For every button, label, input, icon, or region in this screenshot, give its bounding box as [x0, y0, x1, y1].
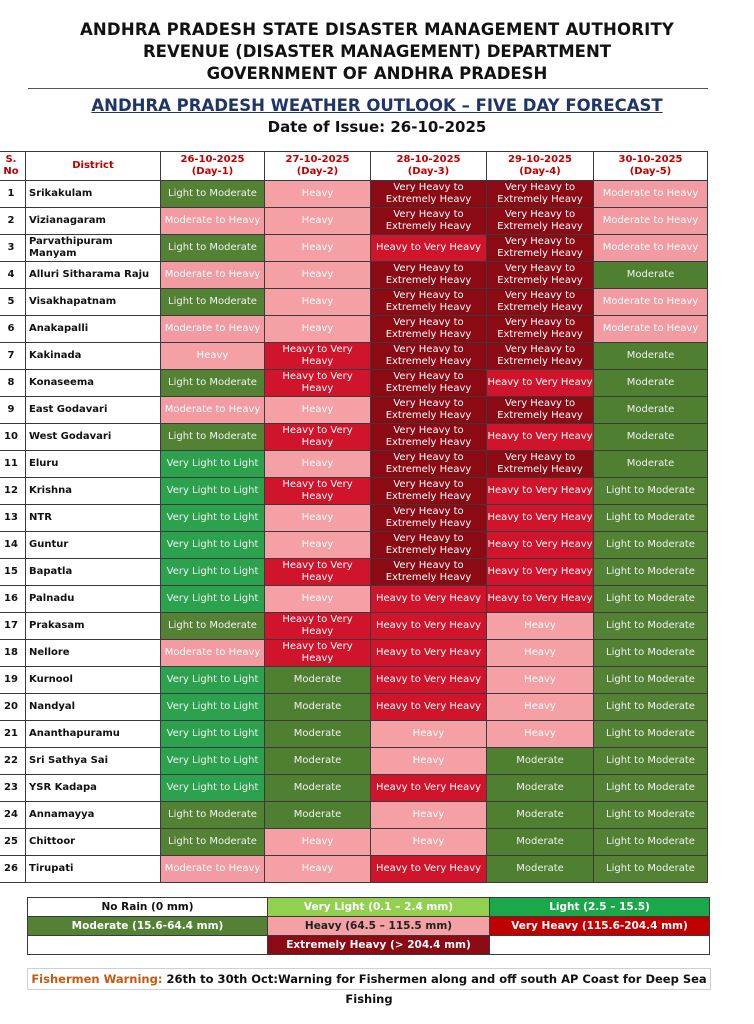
forecast-cell: Very Heavy to Extremely Heavy: [371, 505, 487, 532]
forecast-cell: Heavy: [265, 586, 371, 613]
row-number: 23: [0, 775, 26, 802]
forecast-cell: Light to Moderate: [594, 829, 708, 856]
row-number: 13: [0, 505, 26, 532]
forecast-cell: Moderate: [265, 748, 371, 775]
table-row: [0, 262, 708, 289]
forecast-cell: Very Heavy to Extremely Heavy: [487, 208, 594, 235]
row-number: 18: [0, 640, 26, 667]
forecast-cell: Moderate: [265, 694, 371, 721]
forecast-cell: Very Heavy to Extremely Heavy: [371, 397, 487, 424]
forecast-cell: Very Heavy to Extremely Heavy: [371, 370, 487, 397]
forecast-cell: Very Heavy to Extremely Heavy: [371, 289, 487, 316]
row-number: 24: [0, 802, 26, 829]
rainfall-legend: [27, 897, 710, 955]
row-number: 16: [0, 586, 26, 613]
forecast-cell: Moderate: [594, 451, 708, 478]
forecast-cell: Moderate: [487, 748, 594, 775]
district-name: Eluru: [26, 451, 161, 478]
row-number: 25: [0, 829, 26, 856]
sno-header: S. No: [0, 152, 26, 181]
forecast-cell: Heavy to Very Heavy: [265, 478, 371, 505]
district-name: Prakasam: [26, 613, 161, 640]
forecast-cell: Light to Moderate: [594, 694, 708, 721]
legend-heavy: Heavy (64.5 – 115.5 mm): [268, 917, 490, 936]
forecast-cell: Heavy to Very Heavy: [487, 505, 594, 532]
district-name: Parvathipuram Manyam: [26, 235, 161, 262]
forecast-cell: Heavy to Very Heavy: [265, 424, 371, 451]
table-row: [0, 559, 708, 586]
forecast-cell: Moderate: [594, 424, 708, 451]
forecast-cell: Moderate: [594, 397, 708, 424]
forecast-cell: Moderate: [594, 343, 708, 370]
forecast-cell: Very Heavy to Extremely Heavy: [487, 289, 594, 316]
forecast-cell: Moderate: [487, 829, 594, 856]
forecast-cell: Moderate: [487, 856, 594, 883]
row-number: 4: [0, 262, 26, 289]
row-number: 6: [0, 316, 26, 343]
district-name: Konaseema: [26, 370, 161, 397]
forecast-cell: Very Light to Light: [161, 748, 265, 775]
legend-moderate: Moderate (15.6-64.4 mm): [28, 917, 268, 936]
legend-blank: [28, 936, 268, 955]
fishermen-warning: [27, 968, 711, 1006]
forecast-cell: Very Light to Light: [161, 667, 265, 694]
forecast-table: [0, 151, 708, 883]
district-name: Bapatla: [26, 559, 161, 586]
table-row: [0, 316, 708, 343]
forecast-cell: Very Light to Light: [161, 505, 265, 532]
forecast-cell: Heavy to Very Heavy: [487, 424, 594, 451]
legend-very-light: Very Light (0.1 – 2.4 mm): [268, 898, 490, 917]
forecast-cell: Very Heavy to Extremely Heavy: [487, 343, 594, 370]
district-name: Tirupati: [26, 856, 161, 883]
forecast-cell: Light to Moderate: [161, 829, 265, 856]
table-row: [0, 181, 708, 208]
forecast-cell: Moderate to Heavy: [161, 208, 265, 235]
table-row: [0, 424, 708, 451]
forecast-cell: Heavy to Very Heavy: [487, 370, 594, 397]
row-number: 7: [0, 343, 26, 370]
forecast-cell: Moderate: [487, 802, 594, 829]
table-row: [0, 694, 708, 721]
table-row: [0, 370, 708, 397]
table-row: [0, 721, 708, 748]
forecast-cell: Light to Moderate: [161, 424, 265, 451]
forecast-cell: Heavy: [265, 289, 371, 316]
forecast-cell: Very Light to Light: [161, 775, 265, 802]
district-name: Anakapalli: [26, 316, 161, 343]
district-name: Palnadu: [26, 586, 161, 613]
row-number: 19: [0, 667, 26, 694]
table-row: [0, 775, 708, 802]
table-row: [0, 289, 708, 316]
forecast-cell: Very Heavy to Extremely Heavy: [371, 532, 487, 559]
forecast-cell: Moderate to Heavy: [594, 181, 708, 208]
forecast-cell: Heavy to Very Heavy: [371, 667, 487, 694]
forecast-cell: Heavy to Very Heavy: [371, 235, 487, 262]
day-header: 29-10-2025 (Day-4): [487, 152, 594, 181]
district-name: Krishna: [26, 478, 161, 505]
forecast-cell: Light to Moderate: [594, 856, 708, 883]
forecast-cell: Heavy: [371, 748, 487, 775]
table-row: [0, 343, 708, 370]
district-name: Srikakulam: [26, 181, 161, 208]
forecast-cell: Heavy: [265, 262, 371, 289]
forecast-cell: Light to Moderate: [161, 802, 265, 829]
row-number: 26: [0, 856, 26, 883]
forecast-cell: Very Heavy to Extremely Heavy: [487, 451, 594, 478]
warning-text: 26th to 30th Oct:Warning for Fishermen along and off south AP Coast for Deep Sea Fishing: [166, 972, 707, 1006]
forecast-cell: Light to Moderate: [594, 667, 708, 694]
forecast-cell: Very Heavy to Extremely Heavy: [487, 397, 594, 424]
forecast-cell: Very Light to Light: [161, 532, 265, 559]
forecast-cell: Heavy to Very Heavy: [371, 613, 487, 640]
forecast-cell: Heavy: [371, 721, 487, 748]
table-row: [0, 586, 708, 613]
forecast-cell: Heavy to Very Heavy: [371, 775, 487, 802]
department-name: REVENUE (DISASTER MANAGEMENT) DEPARTMENT: [142, 42, 612, 61]
district-name: Vizianagaram: [26, 208, 161, 235]
district-name: Sri Sathya Sai: [26, 748, 161, 775]
forecast-cell: Moderate: [594, 262, 708, 289]
forecast-cell: Heavy: [265, 316, 371, 343]
forecast-cell: Moderate: [265, 721, 371, 748]
forecast-cell: Light to Moderate: [594, 640, 708, 667]
forecast-cell: Light to Moderate: [594, 721, 708, 748]
forecast-cell: Heavy to Very Heavy: [487, 586, 594, 613]
forecast-cell: Moderate: [265, 802, 371, 829]
forecast-cell: Heavy: [265, 829, 371, 856]
forecast-cell: Heavy to Very Heavy: [265, 613, 371, 640]
forecast-cell: Light to Moderate: [161, 370, 265, 397]
table-row: [0, 640, 708, 667]
forecast-cell: Moderate to Heavy: [594, 235, 708, 262]
district-header: District: [26, 152, 161, 181]
forecast-cell: Heavy to Very Heavy: [265, 640, 371, 667]
row-number: 3: [0, 235, 26, 262]
forecast-cell: Moderate: [265, 667, 371, 694]
forecast-cell: Heavy to Very Heavy: [487, 559, 594, 586]
forecast-cell: Very Heavy to Extremely Heavy: [371, 478, 487, 505]
forecast-cell: Heavy to Very Heavy: [487, 478, 594, 505]
forecast-cell: Heavy: [265, 181, 371, 208]
forecast-cell: Moderate to Heavy: [161, 856, 265, 883]
warning-label: Fishermen Warning:: [31, 972, 163, 986]
forecast-cell: Light to Moderate: [594, 559, 708, 586]
day-header: 30-10-2025 (Day-5): [594, 152, 708, 181]
forecast-cell: Very Light to Light: [161, 586, 265, 613]
forecast-cell: Moderate to Heavy: [161, 640, 265, 667]
table-row: [0, 235, 708, 262]
row-number: 2: [0, 208, 26, 235]
forecast-cell: Moderate to Heavy: [594, 208, 708, 235]
forecast-cell: Very Light to Light: [161, 721, 265, 748]
forecast-cell: Heavy: [161, 343, 265, 370]
district-name: East Godavari: [26, 397, 161, 424]
forecast-cell: Very Heavy to Extremely Heavy: [371, 559, 487, 586]
legend-extremely-heavy: Extremely Heavy (> 204.4 mm): [268, 936, 490, 955]
forecast-cell: Heavy: [265, 235, 371, 262]
district-name: Guntur: [26, 532, 161, 559]
forecast-cell: Heavy: [487, 640, 594, 667]
legend-light: Light (2.5 – 15.5): [490, 898, 710, 917]
forecast-cell: Heavy to Very Heavy: [371, 856, 487, 883]
district-name: West Godavari: [26, 424, 161, 451]
forecast-cell: Moderate to Heavy: [594, 316, 708, 343]
table-row: [0, 856, 708, 883]
district-name: NTR: [26, 505, 161, 532]
forecast-cell: Very Light to Light: [161, 694, 265, 721]
forecast-cell: Heavy: [265, 505, 371, 532]
forecast-cell: Very Heavy to Extremely Heavy: [371, 181, 487, 208]
forecast-cell: Light to Moderate: [161, 181, 265, 208]
forecast-cell: Heavy: [265, 208, 371, 235]
row-number: 20: [0, 694, 26, 721]
forecast-cell: Heavy to Very Heavy: [265, 370, 371, 397]
forecast-cell: Heavy: [265, 451, 371, 478]
forecast-cell: Very Heavy to Extremely Heavy: [371, 316, 487, 343]
forecast-cell: Heavy: [371, 802, 487, 829]
forecast-cell: Very Light to Light: [161, 478, 265, 505]
row-number: 1: [0, 181, 26, 208]
district-name: Kurnool: [26, 667, 161, 694]
table-row: [0, 829, 708, 856]
header-divider: [28, 88, 708, 89]
page-title: ANDHRA PRADESH WEATHER OUTLOOK – FIVE DAY FORECAST: [91, 96, 663, 115]
day-header: 28-10-2025 (Day-3): [371, 152, 487, 181]
row-number: 14: [0, 532, 26, 559]
government-name: GOVERNMENT OF ANDHRA PRADESH: [206, 64, 548, 83]
forecast-cell: Moderate to Heavy: [161, 316, 265, 343]
forecast-cell: Heavy to Very Heavy: [265, 343, 371, 370]
forecast-cell: Light to Moderate: [594, 775, 708, 802]
forecast-cell: Very Heavy to Extremely Heavy: [487, 262, 594, 289]
forecast-cell: Moderate to Heavy: [161, 262, 265, 289]
forecast-cell: Moderate to Heavy: [594, 289, 708, 316]
forecast-cell: Very Light to Light: [161, 451, 265, 478]
forecast-cell: Heavy to Very Heavy: [371, 586, 487, 613]
forecast-cell: Light to Moderate: [594, 748, 708, 775]
day-header: 26-10-2025 (Day-1): [161, 152, 265, 181]
forecast-cell: Very Light to Light: [161, 559, 265, 586]
table-row: [0, 667, 708, 694]
forecast-cell: Heavy: [487, 613, 594, 640]
forecast-cell: Heavy: [487, 694, 594, 721]
legend-very-heavy: Very Heavy (115.6-204.4 mm): [490, 917, 710, 936]
day-header: 27-10-2025 (Day-2): [265, 152, 371, 181]
table-row: [0, 505, 708, 532]
forecast-cell: Very Heavy to Extremely Heavy: [371, 451, 487, 478]
forecast-cell: Heavy: [487, 721, 594, 748]
table-row: [0, 397, 708, 424]
forecast-cell: Light to Moderate: [594, 802, 708, 829]
row-number: 12: [0, 478, 26, 505]
row-number: 22: [0, 748, 26, 775]
table-row: [0, 613, 708, 640]
row-number: 8: [0, 370, 26, 397]
forecast-cell: Moderate: [487, 775, 594, 802]
table-row: [0, 748, 708, 775]
forecast-cell: Very Heavy to Extremely Heavy: [487, 181, 594, 208]
table-row: [0, 451, 708, 478]
district-name: Kakinada: [26, 343, 161, 370]
forecast-cell: Light to Moderate: [161, 289, 265, 316]
table-row: [0, 802, 708, 829]
forecast-cell: Moderate to Heavy: [161, 397, 265, 424]
forecast-cell: Light to Moderate: [594, 478, 708, 505]
forecast-cell: Heavy to Very Heavy: [371, 640, 487, 667]
authority-name: ANDHRA PRADESH STATE DISASTER MANAGEMENT AUTHORITY: [79, 20, 675, 39]
forecast-cell: Heavy: [265, 532, 371, 559]
forecast-cell: Very Heavy to Extremely Heavy: [371, 424, 487, 451]
district-name: Chittoor: [26, 829, 161, 856]
table-row: [0, 208, 708, 235]
forecast-cell: Heavy to Very Heavy: [371, 694, 487, 721]
forecast-cell: Very Heavy to Extremely Heavy: [487, 235, 594, 262]
forecast-cell: Very Heavy to Extremely Heavy: [371, 208, 487, 235]
district-name: Ananthapuramu: [26, 721, 161, 748]
forecast-cell: Light to Moderate: [594, 532, 708, 559]
legend-blank: [490, 936, 710, 955]
district-name: Alluri Sitharama Raju: [26, 262, 161, 289]
district-name: Annamayya: [26, 802, 161, 829]
issue-date: Date of Issue: 26-10-2025: [267, 118, 487, 136]
forecast-cell: Heavy to Very Heavy: [265, 559, 371, 586]
row-number: 10: [0, 424, 26, 451]
forecast-cell: Heavy: [371, 829, 487, 856]
forecast-cell: Heavy: [265, 397, 371, 424]
forecast-cell: Heavy to Very Heavy: [487, 532, 594, 559]
row-number: 17: [0, 613, 26, 640]
forecast-cell: Moderate: [265, 775, 371, 802]
table-header-row: [0, 152, 708, 181]
forecast-cell: Light to Moderate: [594, 586, 708, 613]
forecast-cell: Very Heavy to Extremely Heavy: [371, 343, 487, 370]
forecast-cell: Light to Moderate: [161, 613, 265, 640]
forecast-cell: Heavy: [265, 856, 371, 883]
legend-no-rain: No Rain (0 mm): [28, 898, 268, 917]
row-number: 5: [0, 289, 26, 316]
forecast-cell: Light to Moderate: [161, 235, 265, 262]
row-number: 11: [0, 451, 26, 478]
forecast-cell: Light to Moderate: [594, 505, 708, 532]
district-name: Nellore: [26, 640, 161, 667]
forecast-cell: Heavy: [487, 667, 594, 694]
row-number: 15: [0, 559, 26, 586]
forecast-cell: Very Heavy to Extremely Heavy: [487, 316, 594, 343]
row-number: 9: [0, 397, 26, 424]
forecast-cell: Moderate: [594, 370, 708, 397]
table-row: [0, 532, 708, 559]
table-row: [0, 478, 708, 505]
district-name: Visakhapatnam: [26, 289, 161, 316]
forecast-cell: Very Heavy to Extremely Heavy: [371, 262, 487, 289]
district-name: Nandyal: [26, 694, 161, 721]
row-number: 21: [0, 721, 26, 748]
forecast-cell: Light to Moderate: [594, 613, 708, 640]
district-name: YSR Kadapa: [26, 775, 161, 802]
